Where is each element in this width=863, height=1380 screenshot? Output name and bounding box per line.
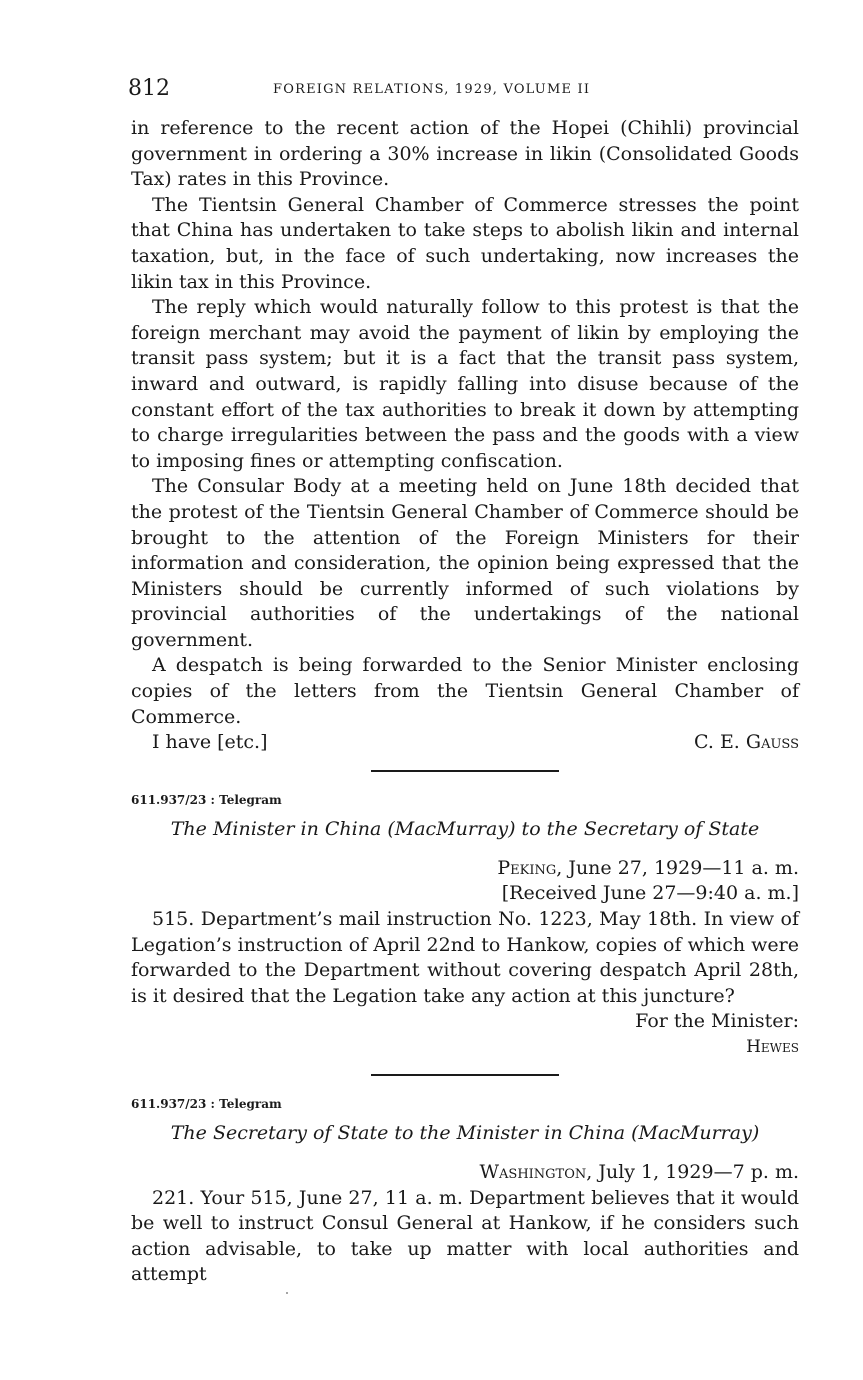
section-divider bbox=[371, 1074, 559, 1076]
closing-line bbox=[131, 730, 799, 756]
date-text: , July 1, 1929—7 p. m. bbox=[586, 1161, 799, 1183]
file-reference: 611.937/23 : Telegram bbox=[131, 1097, 282, 1111]
scan-speck bbox=[286, 1292, 288, 1294]
paragraph: in reference to the recent action of the Hopei (Chihli) provincial government in ordering a 30% increase in likin (Consolidated Goods Tax) rates in this Province. bbox=[131, 117, 799, 191]
telegram-body: 515. Department’s mail instruction No. 1223, May 18th. In view of Legation’s instruction of April 22nd to Hankow, copies of which were forwarded to the Department without covering despatch April 28th, is it desired that the Legation take any action at this juncture? bbox=[131, 908, 799, 1007]
closing-formula: I have [etc.] bbox=[152, 731, 268, 754]
running-header bbox=[128, 76, 799, 106]
document-page bbox=[128, 76, 799, 1288]
telegram-body: 221. Your 515, June 27, 11 a. m. Department believes that it would be well to instruct Consul General at Hankow, if he considers such action advisable, to take up matter with local authorities and attempt bbox=[131, 1186, 799, 1286]
running-title: FOREIGN RELATIONS, 1929, VOLUME II bbox=[273, 82, 591, 97]
paragraph: The Tientsin General Chamber of Commerce stresses the point that China has undertaken to take steps to abolish likin and internal taxation, but, in the face of such undertaking, now increases the likin tax in this Province. bbox=[131, 193, 799, 293]
signature: C. E. Gauss bbox=[694, 731, 799, 754]
for-line: For the Minister: bbox=[635, 1010, 799, 1033]
file-reference: 611.937/23 : Telegram bbox=[131, 792, 282, 807]
place-name: Washington bbox=[479, 1161, 587, 1183]
dateline bbox=[131, 1160, 799, 1186]
dateline bbox=[131, 856, 799, 882]
section-divider bbox=[371, 770, 559, 772]
date-text: , June 27, 1929—11 a. m. bbox=[556, 856, 799, 879]
despatch-continuation bbox=[131, 116, 799, 756]
page-number: 812 bbox=[128, 76, 170, 101]
paragraph: The Consular Body at a meeting held on June 18th decided that the protest of the Tientsin General Chamber of Commerce should be brought to the attention of the Foreign Ministers for their information and consideration, the opinion being expressed that the Ministers should be currently informed of such violations by provincial authorities of the undertakings of the national government. bbox=[131, 475, 799, 651]
document-title: The Minister in China (MacMurray) to the Secretary of State bbox=[170, 817, 760, 840]
telegram-document bbox=[131, 792, 799, 1060]
paragraph: The reply which would naturally follow to this protest is that the foreign merchant may avoid the payment of likin by employing the transit pass system; but it is a fact that the transit pass system, inward and outward, is rapidly falling into disuse because of the constant effort of the tax authorities to break it down by attempting to charge irregularities between the pass and the goods with a view to imposing fines or attempting confiscation. bbox=[131, 296, 799, 472]
telegram-document bbox=[131, 1096, 799, 1288]
paragraph: A despatch is being forwarded to the Senior Minister enclosing copies of the letters from the Tientsin General Chamber of Commerce. bbox=[131, 654, 799, 728]
signature: Hewes bbox=[746, 1037, 799, 1057]
received-line: [Received June 27—9:40 a. m.] bbox=[501, 882, 799, 905]
place-name: Peking bbox=[497, 856, 557, 879]
document-title: The Secretary of State to the Minister in China (MacMurray) bbox=[170, 1122, 760, 1144]
